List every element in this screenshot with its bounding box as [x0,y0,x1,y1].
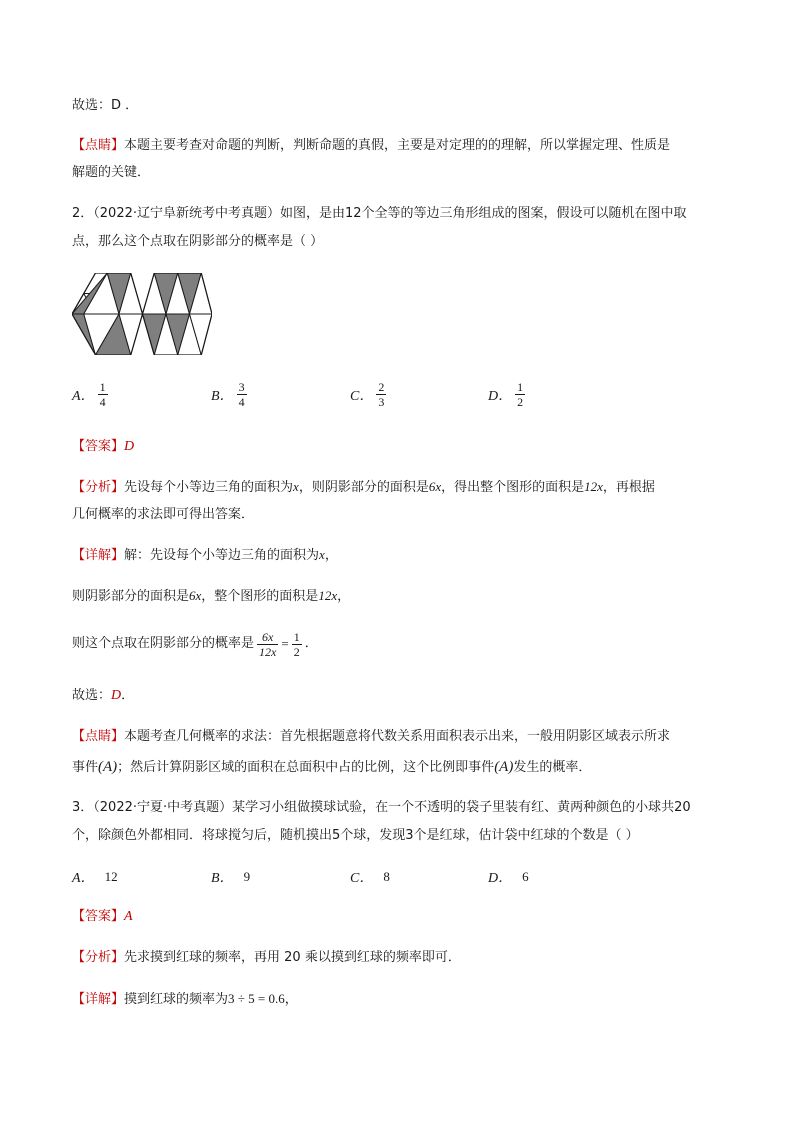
tag-dianjing: 【点睛】 [72,138,125,153]
prev-dianjing-line2: 解题的关键． [72,165,151,180]
q2-detail-line3: 则这个点取在阴影部分的概率是 $\frac{6x}{12x}$ = $\frac{1}{2}$ ． [72,629,318,659]
prev-choice: 故选：D ． [72,98,139,113]
q2-option-d: D． $\frac{1}{2}$ [488,380,524,409]
q2-option-a: A． $\frac{1}{4}$ [72,380,106,409]
q2-answer: 【答案】D [72,439,135,454]
q2-detail-line2: 则阴影部分的面积是6x，整个图形的面积是12x， [72,588,351,604]
q3-stem-line1: 3．（2022·宁夏·中考真题）某学习小组做摸球试验，在一个不透明的袋子里装有红、黄两种颜色的小球共20 [72,800,691,815]
q2-stem-line1: 2．（2022·辽宁阜新统考中考真题）如图，是由12个全等的等边三角形组成的图案，假设可以随机在图中取 [72,206,687,221]
fraction-1-2: $\frac{1}{2}$ [293,629,300,659]
q3-option-d: D． 6 [488,869,529,886]
q3-answer: 【答案】A [72,909,133,924]
q2-analysis-line1: 【分析】先设每个小等边三角的面积为x，则阴影部分的面积是6x，得出整个图形的面积是12x，再根据 [72,479,655,495]
q2-figure-hexagons [72,273,212,355]
q3-option-a: A． 12 [72,869,118,886]
q2-option-c: C． $\frac{2}{3}$ [350,380,385,409]
q3-analysis: 【分析】先求摸到红球的频率，再用 20 乘以摸到红球的频率即可． [72,950,461,965]
q3-detail: 【详解】摸到红球的频率为3 ÷ 5 = 0.6， [72,991,298,1007]
q2-dianjing-line2: 事件(A)；然后计算阴影区域的面积在总面积中占的比例，这个比例即事件(A)发生的概率． [72,759,592,775]
fraction-6x-12x: $\frac{6x}{12x}$ [259,629,277,659]
q2-analysis-line2: 几何概率的求法即可得出答案． [72,507,255,522]
prev-dianjing-line1: 【点睛】本题主要考查对命题的判断，判断命题的真假，主要是对定理的的理解，所以掌握定理、性质是 [72,138,671,153]
q2-choice: 故选：D． [72,688,135,703]
q2-detail-line1: 【详解】解：先设每个小等边三角的面积为x， [72,547,338,563]
q3-option-b: B． 9 [211,869,251,886]
q3-stem-line2: 个，除颜色外都相同．将球搅匀后，随机摸出5个球，发现3个是红球，估计袋中红球的个数是（ ） [72,828,639,843]
q2-stem-line2: 点，那么这个点取在阴影部分的概率是（ ） [72,234,324,249]
q3-option-c: C． 8 [350,869,390,886]
q2-dianjing-line1: 【点睛】本题考查几何概率的求法：首先根据题意将代数关系用面积表示出来，一般用阴影区域表示所求 [72,729,671,744]
q2-option-b: B． $\frac{3}{4}$ [211,380,245,409]
